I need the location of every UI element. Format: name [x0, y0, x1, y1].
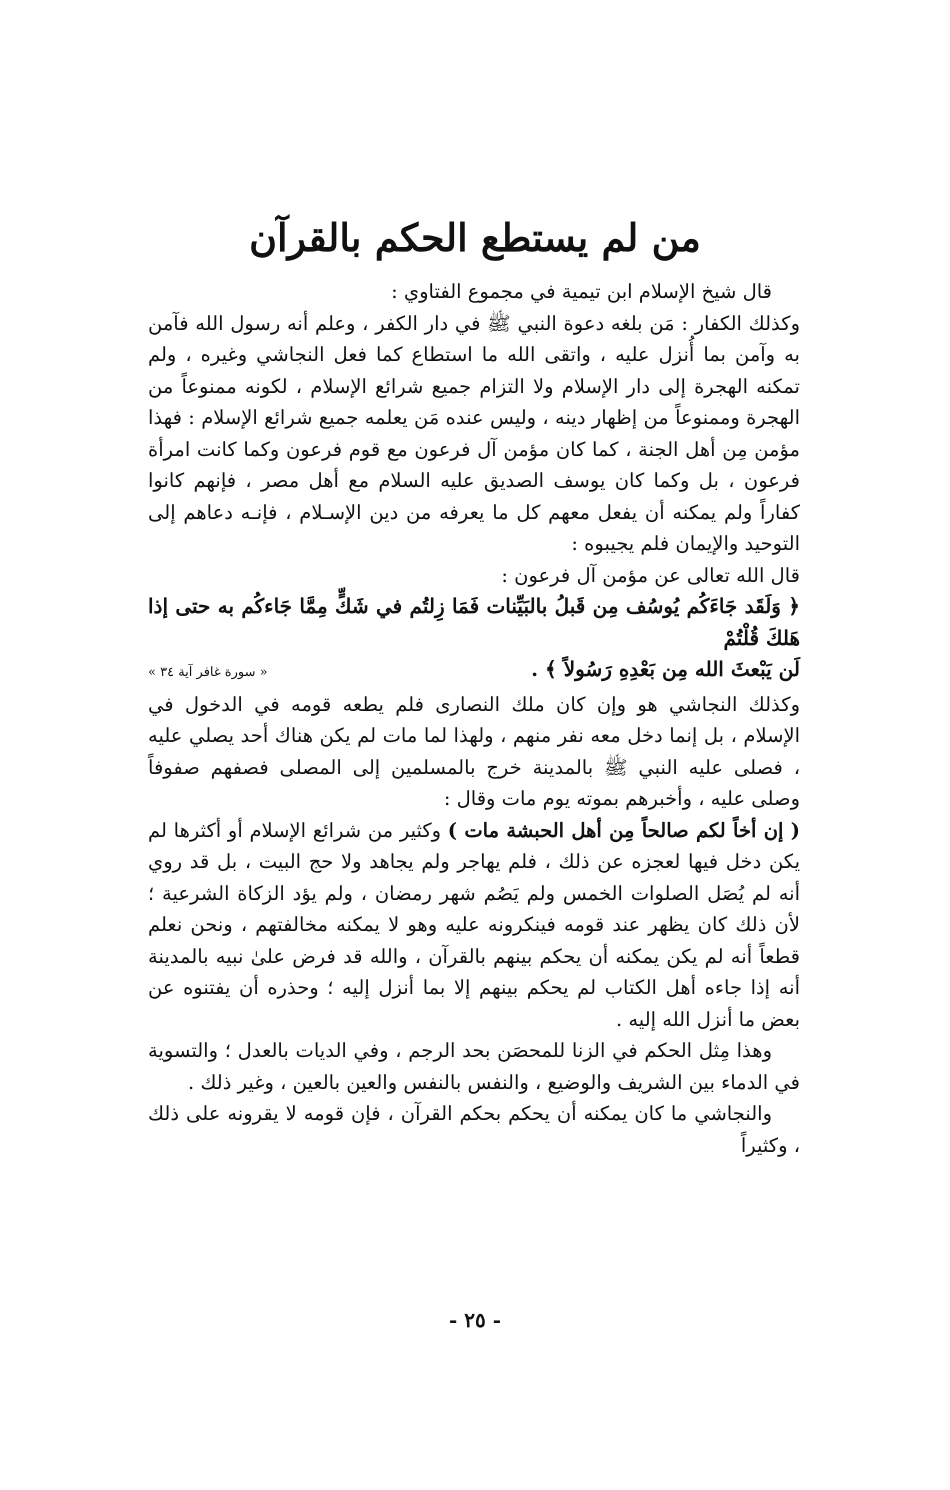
intro-paragraph: قال شيخ الإسلام ابن تيمية في مجموع الفتاوي : [391, 280, 772, 303]
page-number: - ٢٥ - [448, 1308, 501, 1332]
paragraph-4: وهذا مِثل الحكم في الزنا للمحصَن بحد الرجم ، وفي الديات بالعدل ؛ والتسوية في الدماء بين الشريف والوضيع ، والنفس بالنفس والعين بالعين ، وغير ذلك . [148, 1039, 800, 1094]
paragraph-3-row [148, 815, 800, 1036]
surah-reference: « سورة غافر آية ٣٤ » [148, 665, 268, 680]
quran-verse-line-2: لَن يَبْعثَ الله مِن بَعْدِهِ رَسُولاً ﴾ . [531, 657, 800, 681]
body-text [148, 276, 800, 1161]
quran-verse-line-1: ﴿ وَلَقَد جَاءَكُم يُوسُف مِن قَبلُ بالبَيِّنات فَمَا زِلتُم في شَكٍّ مِمَّا جَاءكُم به حتى إذا هَلكَ قُلْتُمْ [148, 594, 801, 650]
hadith-quote: ( إن أخاً لكم صالحاً مِن أهل الحبشة مات ) [447, 818, 800, 842]
quran-intro: قال الله تعالى عن مؤمن آل فرعون : [501, 563, 800, 587]
paragraph-3: وكثير من شرائع الإسلام أو أكثرها لم يكن دخل فيها لعجزه عن ذلك ، فلم يهاجر ولم يجاهد ولا حج البيت ، بل قد روي أنه لم يُصَل الصلوات الخمس ولم يَصُم شهر رمضان ، ولم يؤد الزكاة الشرعية ؛ لأن ذلك كان يظهر عند قومه فينكرونه عليه وهو لا يمكنه مخالفتهم ، ونحن نعلم قطعاً أنه لم يكن يمكنه أن يحكم بينهم بالقرآن ، والله قد فرض علىٰ نبيه بالمدينة أنه إذا جاءه أهل الكتاب لم يحكم بينهم إلا بما أنزل إليه ؛ وحذره أن يفتنوه عن بعض ما أنزل الله إليه . [148, 818, 800, 1031]
quran-verse-line-2-row [148, 654, 800, 689]
paragraph-1: وكذلك الكفار : مَن بلغه دعوة النبي ﷺ في دار الكفر ، وعلم أنه رسول الله فآمن به وآمن بما أُنزل عليه ، واتقى الله ما استطاع كما فعل النجاشي وغيره ، ولم تمكنه الهجرة إلى دار الإسلام ولا التزام جميع شرائع الإسلام ، لكونه ممنوعاً من الهجرة وممنوعاً من إظهار دينه ، وليس عنده مَن يعلمه جميع شرائع الإسلام : فهذا مؤمن مِن أهل الجنة ، كما كان مؤمن آل فرعون مع قوم فرعون وكما كانت امرأة فرعون ، بل وكما كان يوسف الصديق عليه السلام مع أهل مصر ، فإنهم كانوا كفاراً ولم يمكنه أن يفعل معهم كل ما يعرفه من دين الإسـلام ، فإنـه دعاهم إلى التوحيد والإيمان فلم يجيبوه : [148, 311, 800, 555]
page-title: من لم يستطع الحكم بالقرآن [249, 215, 701, 260]
paragraph-5: والنجاشي ما كان يمكنه أن يحكم بحكم القرآن ، فإن قومه لا يقرونه على ذلك ، وكثيراً [148, 1102, 800, 1157]
paragraph-2: وكذلك النجاشي هو وإن كان ملك النصارى فلم يطعه قومه في الدخول في الإسلام ، بل إنما دخل معه نفر منهم ، ولهذا لما مات لم يكن هناك أحد يصلي عليه ، فصلى عليه النبي ﷺ بالمدينة خرج بالمسلمين إلى المصلى فصفهم صفوفاً وصلى عليه ، وأخبرهم بموته يوم مات وقال : [148, 692, 800, 810]
